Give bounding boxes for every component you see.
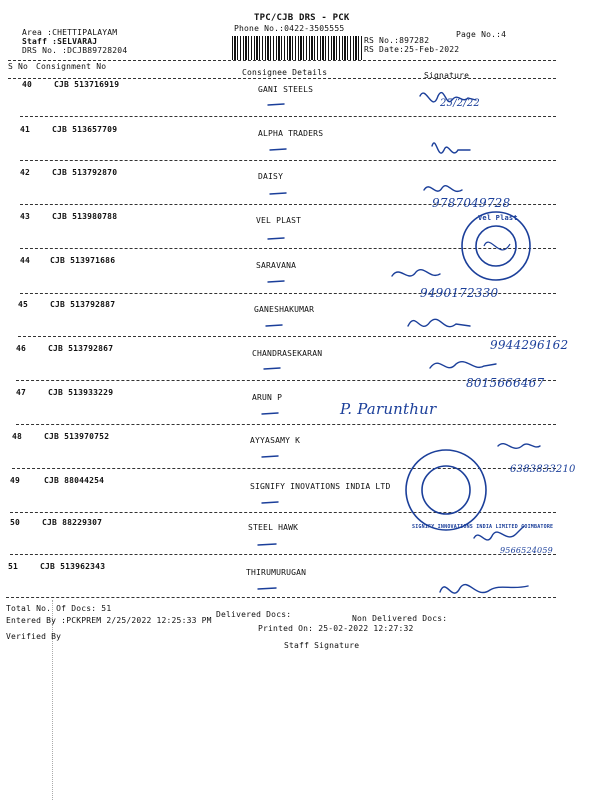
row-consignment: CJB 513980788 <box>52 212 118 221</box>
row-consignee: SARAVANA <box>256 261 297 270</box>
row-sno: 47 <box>16 388 27 397</box>
row-sno: 46 <box>16 344 27 353</box>
staff-label: Staff :SELVARAJ <box>22 37 98 46</box>
row-consignment: CJB 88044254 <box>44 476 105 485</box>
staff-signature: Staff Signature <box>284 641 360 650</box>
row-consignee: GANESHAKUMAR <box>254 305 315 314</box>
total-docs: Total No. Of Docs: 51 <box>6 604 112 613</box>
handwritten-phone: 9787049728 <box>432 196 511 210</box>
stamp-text: SIGNIFY INNOVATIONS INDIA LIMITED COIMBATORE <box>412 524 554 530</box>
handwritten-phone: 9566524059 <box>500 546 553 555</box>
consignee-tick-mark <box>268 104 284 105</box>
row-sno: 43 <box>20 212 31 221</box>
handwritten-note: 25/2/22 <box>440 98 480 109</box>
rs-number: RS No.:897282 <box>364 36 430 45</box>
row-consignee: SIGNIFY INOVATIONS INDIA LTD <box>250 482 391 491</box>
document-title: TPC/CJB DRS - PCK <box>254 13 350 23</box>
row-consignment: CJB 513716919 <box>54 80 120 89</box>
row-consignee: GANI STEELS <box>258 85 314 94</box>
entered-by: Entered By :PCKPREM 2/25/2022 12:25:33 PM <box>6 616 212 625</box>
page-number: Page No.:4 <box>456 30 507 39</box>
consignee-tick-mark <box>270 193 286 194</box>
signify-stamp <box>406 450 486 530</box>
row-consignee: STEEL HAWK <box>248 523 299 532</box>
rs-date: RS Date:25-Feb-2022 <box>364 45 460 54</box>
row-sno: 42 <box>20 168 31 177</box>
handwritten-phone: 6383833210 <box>510 464 576 475</box>
row-consignment: CJB 513970752 <box>44 432 110 441</box>
vel-plast-stamp <box>462 212 530 280</box>
signature-row-45 <box>408 319 470 326</box>
row-sno: 41 <box>20 125 31 134</box>
consignee-tick-mark <box>268 238 284 239</box>
consignee-tick-mark <box>258 544 276 545</box>
consignee-tick-mark <box>266 325 282 326</box>
row-consignment: CJB 88229307 <box>42 518 103 527</box>
consignee-tick-mark <box>270 149 286 150</box>
row-consignment: CJB 513962343 <box>40 562 106 571</box>
area-label: Area :CHETTIPALAYAM <box>22 28 118 37</box>
row-consignment: CJB 513792887 <box>50 300 116 309</box>
row-consignment: CJB 513792867 <box>48 344 114 353</box>
printed-on: Printed On: 25-02-2022 12:27:32 <box>258 624 414 633</box>
column-header-consignment: Consignment No <box>36 62 107 71</box>
verified-by: Verified By <box>6 632 62 641</box>
row-consignee: DAISY <box>258 172 284 181</box>
consignee-tick-mark <box>268 281 284 282</box>
handwritten-phone: 9490172330 <box>420 286 499 300</box>
phone-number: Phone No.:0422-3505555 <box>234 24 345 33</box>
consignee-tick-mark <box>262 413 278 414</box>
row-consignee: AYYASAMY K <box>250 436 301 445</box>
row-consignee: ARUN P <box>252 393 283 402</box>
non-delivered-docs: Non Delivered Docs: <box>352 614 448 623</box>
signature-row-46 <box>430 362 496 368</box>
row-consignee: VEL PLAST <box>256 216 302 225</box>
row-consignment: CJB 513971686 <box>50 256 116 265</box>
row-sno: 45 <box>18 300 29 309</box>
handwritten-name: P. Parunthur <box>340 400 437 418</box>
consignee-tick-mark <box>262 456 278 457</box>
consignee-tick-mark <box>264 368 280 369</box>
signature-row-41 <box>432 143 470 153</box>
column-header-signature: Signature <box>424 71 470 80</box>
signature-row-48 <box>498 444 540 449</box>
consignee-tick-mark <box>262 502 278 503</box>
signature-row-42 <box>424 186 462 192</box>
row-sno: 51 <box>8 562 19 571</box>
row-sno: 49 <box>10 476 21 485</box>
row-sno: 44 <box>20 256 31 265</box>
consignee-tick-mark <box>258 588 276 589</box>
column-header-consignee: Consignee Details <box>242 68 328 77</box>
delivered-docs: Delivered Docs: <box>216 610 292 619</box>
row-consignee: ALPHA TRADERS <box>258 129 324 138</box>
row-sno: 50 <box>10 518 21 527</box>
signature-row-44 <box>392 270 440 276</box>
handwritten-phone: 8015666467 <box>466 376 545 390</box>
row-consignment: CJB 513657709 <box>52 125 118 134</box>
row-consignment: CJB 513792870 <box>52 168 118 177</box>
stamp-text: Vel Plast <box>478 214 518 222</box>
row-sno: 40 <box>22 80 33 89</box>
drs-number: DRS No. :DCJB89728204 <box>22 46 128 55</box>
signature-row-51 <box>440 585 528 594</box>
row-consignment: CJB 513933229 <box>48 388 114 397</box>
handwritten-phone: 9944296162 <box>490 338 569 352</box>
row-consignee: CHANDRASEKARAN <box>252 349 323 358</box>
row-consignee: THIRUMURUGAN <box>246 568 307 577</box>
column-header-sno: S No <box>8 62 29 71</box>
row-sno: 48 <box>12 432 23 441</box>
